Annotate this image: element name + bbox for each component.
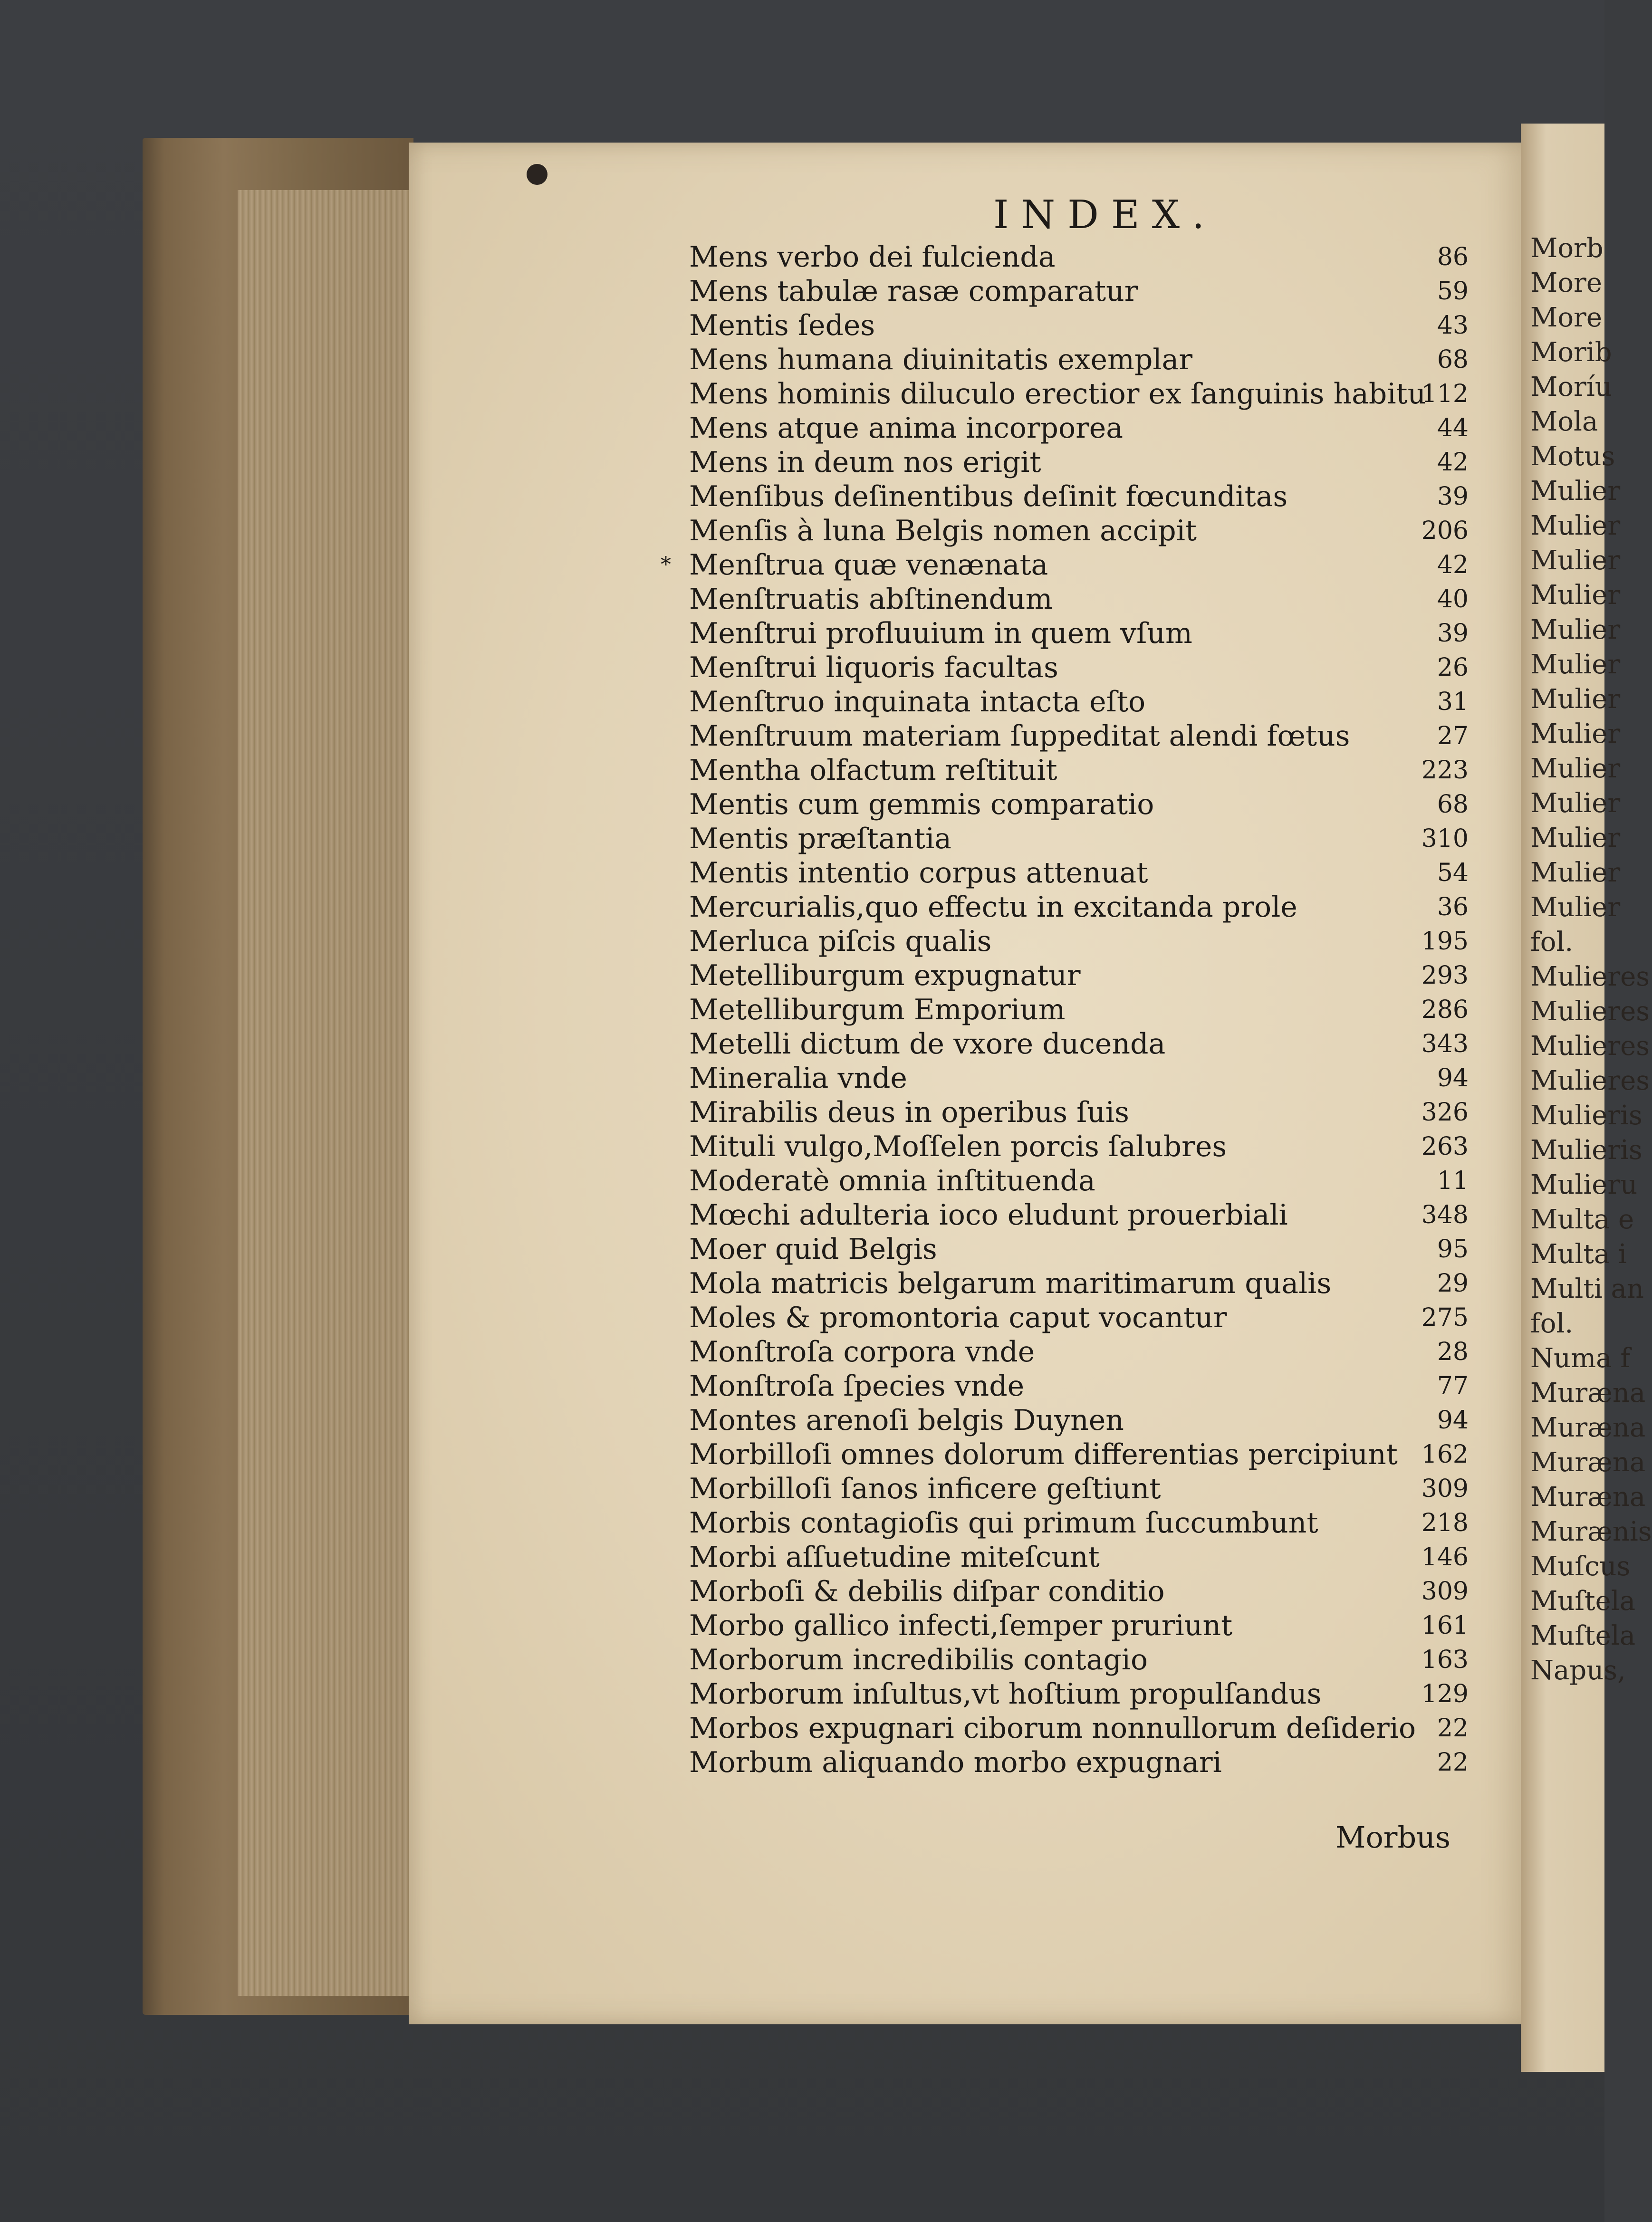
page-reference: 309 — [1421, 1577, 1469, 1606]
index-entry — [670, 377, 1469, 411]
index-entry — [670, 1609, 1469, 1643]
facing-page-word: Mulier — [1530, 857, 1621, 888]
page-reference: 44 — [1437, 414, 1469, 442]
page-reference: 29 — [1437, 1269, 1469, 1298]
index-term: Morbi aſſuetudine miteſcunt — [689, 1541, 1100, 1574]
facing-page-word: Muræna — [1530, 1482, 1646, 1513]
page-reference: 343 — [1421, 1030, 1469, 1058]
index-term: Metelli dictum de vxore ducenda — [689, 1027, 1166, 1061]
facing-page-word: Muſtela — [1530, 1620, 1636, 1651]
index-entry — [661, 548, 1469, 582]
facing-page-word: Napus, — [1530, 1655, 1626, 1686]
index-term: Morborum incredibilis contagio — [689, 1643, 1148, 1676]
page-reference: 161 — [1421, 1611, 1469, 1640]
index-term: Mens humana diuinitatis exemplar — [689, 343, 1192, 376]
index-entry — [670, 1301, 1469, 1335]
page-reference: 42 — [1437, 448, 1469, 477]
index-term: Morbilloſi omnes dolorum differentias percipiunt — [689, 1438, 1398, 1471]
index-term: Menſtrua quæ venænata — [689, 548, 1048, 582]
page-block-edge — [238, 190, 413, 1996]
page-reference: 54 — [1437, 859, 1469, 887]
index-term: Morbo gallico infecti,ſemper pruriunt — [689, 1609, 1233, 1642]
index-term: Mirabilis deus in operibus ſuis — [689, 1096, 1129, 1129]
facing-page-word: Mulieris — [1530, 1135, 1642, 1166]
index-term: Menſtruatis abſtinendum — [689, 583, 1053, 616]
index-term: Moer quid Belgis — [689, 1233, 937, 1266]
index-entry — [670, 514, 1469, 548]
page-reference: 68 — [1437, 790, 1469, 819]
facing-page-word: Mulier — [1530, 545, 1621, 576]
page-reference: 286 — [1421, 996, 1469, 1024]
page-reference: 27 — [1437, 722, 1469, 750]
index-entry — [670, 616, 1469, 651]
index-entry — [670, 1130, 1469, 1164]
index-term: Mens atque anima incorporea — [689, 412, 1124, 445]
facing-page-word: Mulier — [1530, 510, 1621, 541]
index-entry — [670, 1540, 1469, 1574]
index-term: Mentha olfactum reſtituit — [689, 754, 1057, 787]
index-term: Montes arenoſi belgis Duynen — [689, 1404, 1124, 1437]
index-term: Monſtroſa corpora vnde — [689, 1335, 1035, 1369]
index-entry — [670, 1643, 1469, 1677]
index-term: Merluca piſcis qualis — [689, 925, 992, 958]
page-reference: 112 — [1421, 380, 1469, 408]
facing-page-word: fol. — [1530, 1308, 1574, 1339]
index-term: Mola matricis belgarum maritimarum qualis — [689, 1267, 1332, 1300]
page-reference: 309 — [1421, 1475, 1469, 1503]
facing-page-word: Morib — [1530, 337, 1612, 368]
page-reference: 146 — [1421, 1543, 1469, 1571]
index-entry — [670, 1369, 1469, 1403]
facing-page-fragment — [1521, 124, 1652, 2072]
page-reference: 310 — [1421, 824, 1469, 853]
facing-page-word: Mulier — [1530, 649, 1621, 680]
index-term: Mercurialis,quo effectu in excitanda prole — [689, 891, 1297, 924]
facing-page-word: Muſtela — [1530, 1586, 1636, 1617]
index-entry — [670, 582, 1469, 616]
index-entry — [670, 1266, 1469, 1301]
index-term: Mens verbo dei fulcienda — [689, 240, 1056, 274]
facing-page-word: Mulieres — [1530, 996, 1650, 1027]
page-reference: 68 — [1437, 345, 1469, 374]
index-entry — [670, 787, 1469, 822]
index-term: Menſtrui profluuium in quem vſum — [689, 617, 1192, 650]
index-term: Mœchi adulteria ioco eludunt prouerbiali — [689, 1198, 1288, 1232]
index-entry — [670, 479, 1469, 514]
index-term: Morbis contagioſis qui primum ſuccumbunt — [689, 1506, 1318, 1540]
index-term: Mentis cum gemmis comparatio — [689, 788, 1154, 821]
index-entry — [670, 1061, 1469, 1095]
index-term: Morbilloſi ſanos inficere geſtiunt — [689, 1472, 1161, 1505]
index-term: Morbos expugnari ciborum nonnullorum deſiderio — [689, 1712, 1416, 1745]
index-entry — [670, 1232, 1469, 1266]
index-entry — [670, 308, 1469, 343]
page-reference: 43 — [1437, 311, 1469, 340]
index-entry — [670, 411, 1469, 445]
index-entry — [670, 1437, 1469, 1472]
facing-page-word: Muræna — [1530, 1412, 1646, 1443]
index-entry — [670, 822, 1469, 856]
facing-page-word: Mulier — [1530, 684, 1621, 715]
index-term: Menſtruo inquinata intacta eſto — [689, 685, 1146, 718]
facing-page-word: Mulier — [1530, 718, 1621, 749]
page-reference: 39 — [1437, 482, 1469, 511]
index-term: Mentis ſedes — [689, 309, 875, 342]
index-term: Mituli vulgo,Moſſelen porcis ſalubres — [689, 1130, 1227, 1163]
paper-hole — [527, 164, 547, 185]
page-reference: 293 — [1421, 961, 1469, 990]
index-entry — [670, 719, 1469, 753]
page-reference: 206 — [1421, 517, 1469, 545]
index-entry — [670, 1472, 1469, 1506]
facing-page-word: Multi an — [1530, 1274, 1644, 1304]
facing-page-word: Muræna — [1530, 1447, 1646, 1478]
page-reference: 263 — [1421, 1132, 1469, 1161]
index-entry — [670, 1745, 1469, 1780]
index-entry — [670, 240, 1469, 274]
page-reference: 163 — [1421, 1646, 1469, 1674]
facing-page-word: Mulier — [1530, 823, 1621, 853]
catchword: Morbus — [1335, 1820, 1450, 1855]
index-entry — [670, 924, 1469, 958]
page-reference: 31 — [1437, 688, 1469, 716]
index-term: Menſtruum materiam ſuppeditat alendi fœtus — [689, 719, 1350, 753]
index-entry — [670, 856, 1469, 890]
facing-page-word: Mulier — [1530, 614, 1621, 645]
index-term: Mentis præſtantia — [689, 822, 952, 855]
index-entry — [670, 445, 1469, 479]
index-term: Metelliburgum expugnatur — [689, 959, 1081, 992]
facing-page-word: Mulier — [1530, 892, 1621, 923]
index-entry — [670, 1027, 1469, 1061]
facing-page-word: Muræna — [1530, 1378, 1646, 1408]
facing-page-word: Morb — [1530, 233, 1604, 264]
index-entry — [670, 1677, 1469, 1711]
facing-page-word: Mulieres — [1530, 961, 1650, 992]
facing-page-word: More — [1530, 302, 1602, 333]
index-entries — [661, 240, 1469, 1780]
page-reference: 22 — [1437, 1714, 1469, 1743]
index-entry — [670, 685, 1469, 719]
index-term: Monſtroſa ſpecies vnde — [689, 1370, 1025, 1403]
facing-page-word: Multa e — [1530, 1204, 1634, 1235]
running-head: INDEX. — [993, 192, 1217, 238]
index-entry — [670, 343, 1469, 377]
index-term: Morborum inſultus,vt hoſtium propulſandus — [689, 1677, 1322, 1711]
index-entry — [670, 651, 1469, 685]
page-reference: 326 — [1421, 1098, 1469, 1127]
facing-page-word: Moríu — [1530, 372, 1612, 402]
page-reference: 195 — [1421, 927, 1469, 956]
index-term: Mens in deum nos erigit — [689, 446, 1041, 479]
page-reference: 162 — [1421, 1440, 1469, 1469]
page-reference: 95 — [1437, 1235, 1469, 1264]
page-reference: 59 — [1437, 277, 1469, 306]
facing-page-word: Multa i — [1530, 1239, 1627, 1270]
index-entry — [670, 993, 1469, 1027]
page-reference: 28 — [1437, 1338, 1469, 1366]
facing-page-word: Motus — [1530, 441, 1615, 472]
page-reference: 39 — [1437, 619, 1469, 648]
page-reference: 40 — [1437, 585, 1469, 613]
facing-page-word: Mulier — [1530, 753, 1621, 784]
index-entry — [670, 1506, 1469, 1540]
index-term: Moles & promontoria caput vocantur — [689, 1301, 1227, 1334]
page-reference: 86 — [1437, 243, 1469, 271]
index-entry — [670, 890, 1469, 924]
facing-page-word: fol. — [1530, 927, 1574, 958]
page-reference: 218 — [1421, 1509, 1469, 1537]
index-entry — [670, 753, 1469, 787]
index-term: Menſibus deſinentibus deſinit fœcunditas — [689, 480, 1288, 513]
page-reference: 11 — [1437, 1167, 1469, 1195]
facing-page-word: Mulieres — [1530, 1031, 1650, 1062]
page-reference: 129 — [1421, 1680, 1469, 1708]
index-term: Morbum aliquando morbo expugnari — [689, 1746, 1222, 1779]
facing-page-word: Numa f — [1530, 1343, 1631, 1374]
index-term: Mens tabulæ rasæ comparatur — [689, 275, 1138, 308]
index-term: Metelliburgum Emporium — [689, 993, 1066, 1026]
index-entry — [670, 1403, 1469, 1437]
index-term: Moderatè omnia inſtituenda — [689, 1164, 1095, 1197]
page-reference: 77 — [1437, 1372, 1469, 1400]
index-term: Mentis intentio corpus attenuat — [689, 856, 1148, 890]
index-term: Mineralia vnde — [689, 1062, 907, 1095]
marginal-mark: * — [661, 553, 671, 577]
index-term: Menſtrui liquoris facultas — [689, 651, 1058, 684]
index-entry — [670, 1095, 1469, 1130]
facing-page-word: Mulieres — [1530, 1065, 1650, 1096]
page-reference: 94 — [1437, 1406, 1469, 1435]
page-reference: 36 — [1437, 893, 1469, 921]
facing-page-word: Mulier — [1530, 580, 1621, 611]
index-entry — [670, 1574, 1469, 1609]
index-entry — [670, 274, 1469, 308]
page-reference: 223 — [1421, 756, 1469, 785]
index-entry — [670, 1198, 1469, 1232]
facing-page-word: Murænis — [1530, 1516, 1652, 1547]
index-entry — [670, 1711, 1469, 1745]
page-reference: 348 — [1421, 1201, 1469, 1229]
facing-page-word: Mulier — [1530, 788, 1621, 819]
index-entry — [670, 958, 1469, 993]
index-entry — [670, 1164, 1469, 1198]
index-term: Menſis à luna Belgis nomen accipit — [689, 514, 1197, 547]
page-reference: 26 — [1437, 653, 1469, 682]
facing-page-word: Mulieru — [1530, 1169, 1638, 1200]
facing-page-word: Mulier — [1530, 476, 1621, 507]
index-entry — [670, 1335, 1469, 1369]
facing-page-word: Muſcus — [1530, 1551, 1631, 1582]
facing-page-word: Mulieris — [1530, 1100, 1642, 1131]
index-term: Mens hominis diluculo erectior ex ſanguinis habitu — [689, 377, 1426, 411]
page-reference: 94 — [1437, 1064, 1469, 1092]
facing-page-word: More — [1530, 268, 1602, 298]
page-reference: 275 — [1421, 1303, 1469, 1332]
page-reference: 22 — [1437, 1748, 1469, 1777]
page-reference: 42 — [1437, 551, 1469, 579]
facing-page-word: Mola — [1530, 406, 1598, 437]
index-term: Morboſi & debilis diſpar conditio — [689, 1575, 1165, 1608]
